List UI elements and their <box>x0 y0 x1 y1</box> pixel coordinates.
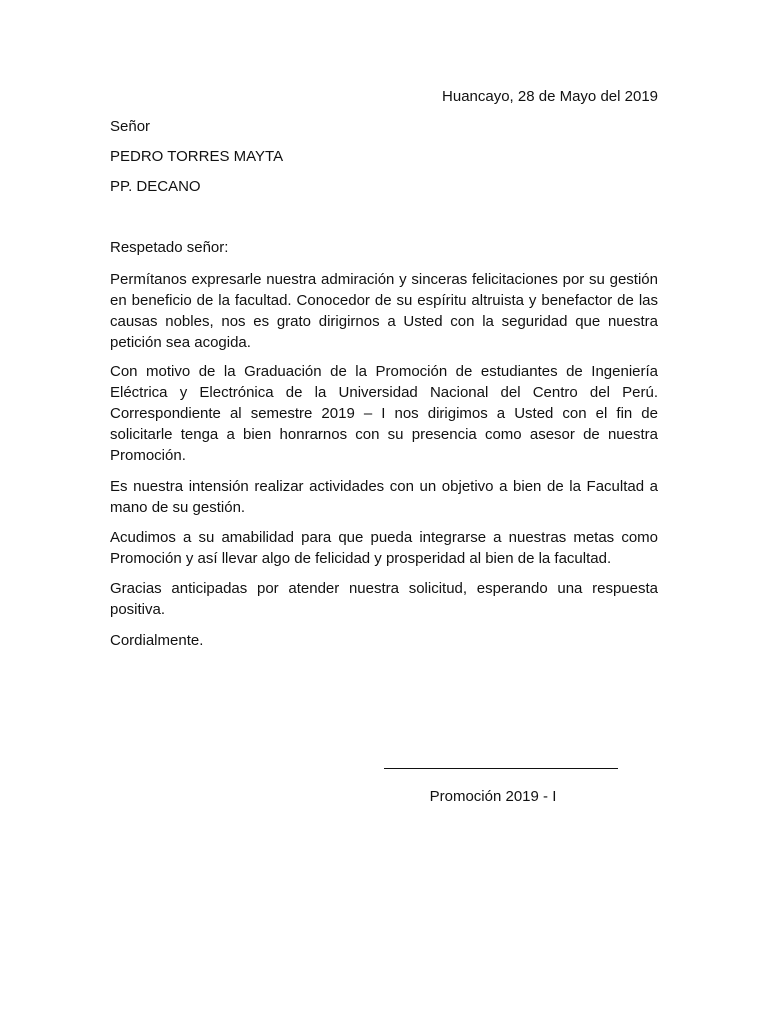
salutation: Respetado señor: <box>110 239 229 256</box>
signature-name: Promoción 2019 - I <box>429 788 557 805</box>
closing: Cordialmente. <box>110 632 204 649</box>
body-paragraph: Es nuestra intensión realizar actividades con un objetivo a bien de la Facultad a mano de su gestión. <box>110 478 658 516</box>
recipient-name: PEDRO TORRES MAYTA <box>110 148 284 165</box>
signature-line <box>384 768 618 769</box>
recipient-position: PP. DECANO <box>110 178 201 195</box>
body-paragraph: Permítanos expresarle nuestra admiración y sinceras felicitaciones por su gestión en beneficio de la facultad. Conocedor de su espíritu altruista y benefactor de las causas nobles, nos es grato dirigirnos a Usted con la seguridad que nuestra petición sea acogida. <box>110 271 658 351</box>
body-paragraph: Acudimos a su amabilidad para que pueda integrarse a nuestras metas como Promoción y así llevar algo de felicidad y prosperidad al bien de la facultad. <box>110 529 658 567</box>
letter-date: Huancayo, 28 de Mayo del 2019 <box>442 88 658 105</box>
body-paragraph: Gracias anticipadas por atender nuestra solicitud, esperando una respuesta positiva. <box>110 580 658 618</box>
recipient-title: Señor <box>110 118 151 135</box>
body-paragraph: Con motivo de la Graduación de la Promoción de estudiantes de Ingeniería Eléctrica y Electrónica de la Universidad Nacional del Centro del Perú. Correspondiente al semestre 2019 – I nos dirigimos a Usted con el fin de solicitarle tenga a bien honrarnos con su presencia como asesor de nuestra Promoción. <box>110 363 658 464</box>
